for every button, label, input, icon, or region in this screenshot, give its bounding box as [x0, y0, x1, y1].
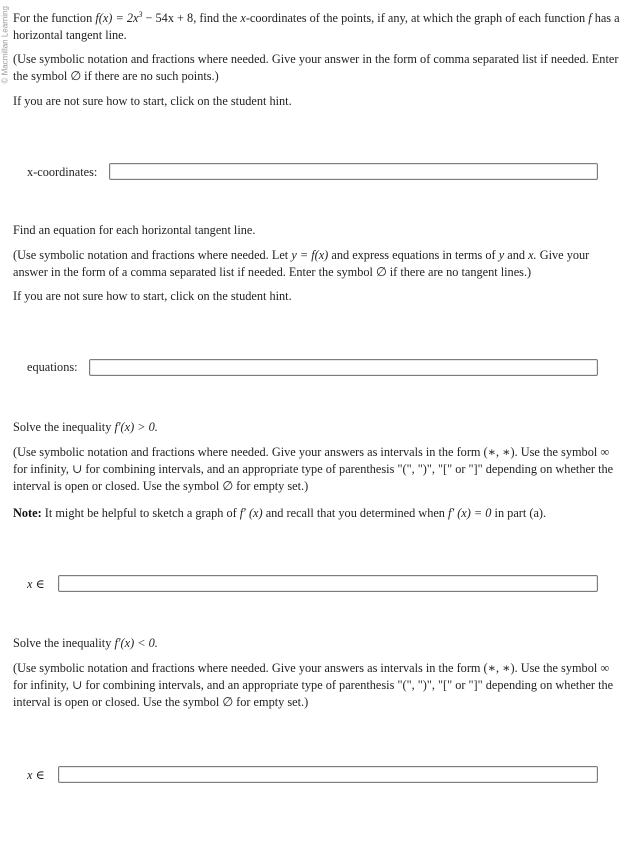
- equations-field[interactable]: [90, 360, 597, 375]
- q1-function: $f(x) = 2x^3 - 54x + 8$,: [95, 10, 197, 25]
- q2-prompt: Find an equation for each horizontal tangent line.: [13, 223, 256, 237]
- q1-instructions: (Use symbolic notation and fractions where needed. Give your answer in the form of comma separated list if needed. Enter the symbol ∅ if there are no such points.): [13, 52, 619, 83]
- publisher-watermark: © Macmillan Learning: [0, 6, 10, 84]
- positive-interval-field[interactable]: [59, 576, 597, 591]
- q2-instructions: (Use symbolic notation and fractions where needed. Let y = f(x) and express equations in terms of y and x. Give your answer in the form of a comma separated list if needed. Enter the symbol ∅ if there are no tangent lines.): [13, 248, 590, 279]
- q2-hint: If you are not sure how to start, click on the student hint.: [13, 289, 292, 303]
- negative-interval-field[interactable]: [59, 767, 597, 782]
- q1-hint: If you are not sure how to start, click on the student hint.: [13, 94, 292, 108]
- positive-interval-input[interactable]: [58, 575, 598, 592]
- q3-instructions: (Use symbolic notation and fractions where needed. Give your answers as intervals in the form (∗, ∗). Use the symbol ∞ for infinity, ∪ for combining intervals, and an appropriate type of parenthesis "(", ")", "[" or "]" depending on whether the interval is open or closed. Use the symbol ∅ for empty set.): [13, 445, 614, 493]
- q3-note: Note: It might be helpful to sketch a graph of f′ (x) and recall that you determined when f′ (x) = 0 in part (a).: [13, 506, 547, 520]
- q1-answer-label: x-coordinates:: [27, 165, 98, 179]
- q4-prompt: Solve the inequality f′(x) < 0.: [13, 636, 158, 650]
- q4-answer-label: x ∈: [27, 768, 45, 782]
- x-coordinates-input[interactable]: [109, 163, 598, 180]
- q1-prompt: For the function $f(x) = 2x^3 - 54x + 8$, find the x-coordinates of the points, if any, at which the graph of each function f has a horizontal tangent line.: [13, 10, 620, 42]
- q2-answer-label: equations:: [27, 360, 78, 374]
- q3-answer-label: x ∈: [27, 577, 45, 591]
- q3-prompt: Solve the inequality f′(x) > 0.: [13, 420, 158, 434]
- q4-instructions: (Use symbolic notation and fractions where needed. Give your answers as intervals in the form (∗, ∗). Use the symbol ∞ for infinity, ∪ for combining intervals, and an appropriate type of parenthesis "(", ")", "[" or "]" depending on whether the interval is open or closed. Use the symbol ∅ for empty set.): [13, 661, 614, 709]
- equations-input[interactable]: [89, 359, 598, 376]
- negative-interval-input[interactable]: [58, 766, 598, 783]
- x-coordinates-field[interactable]: [110, 164, 597, 179]
